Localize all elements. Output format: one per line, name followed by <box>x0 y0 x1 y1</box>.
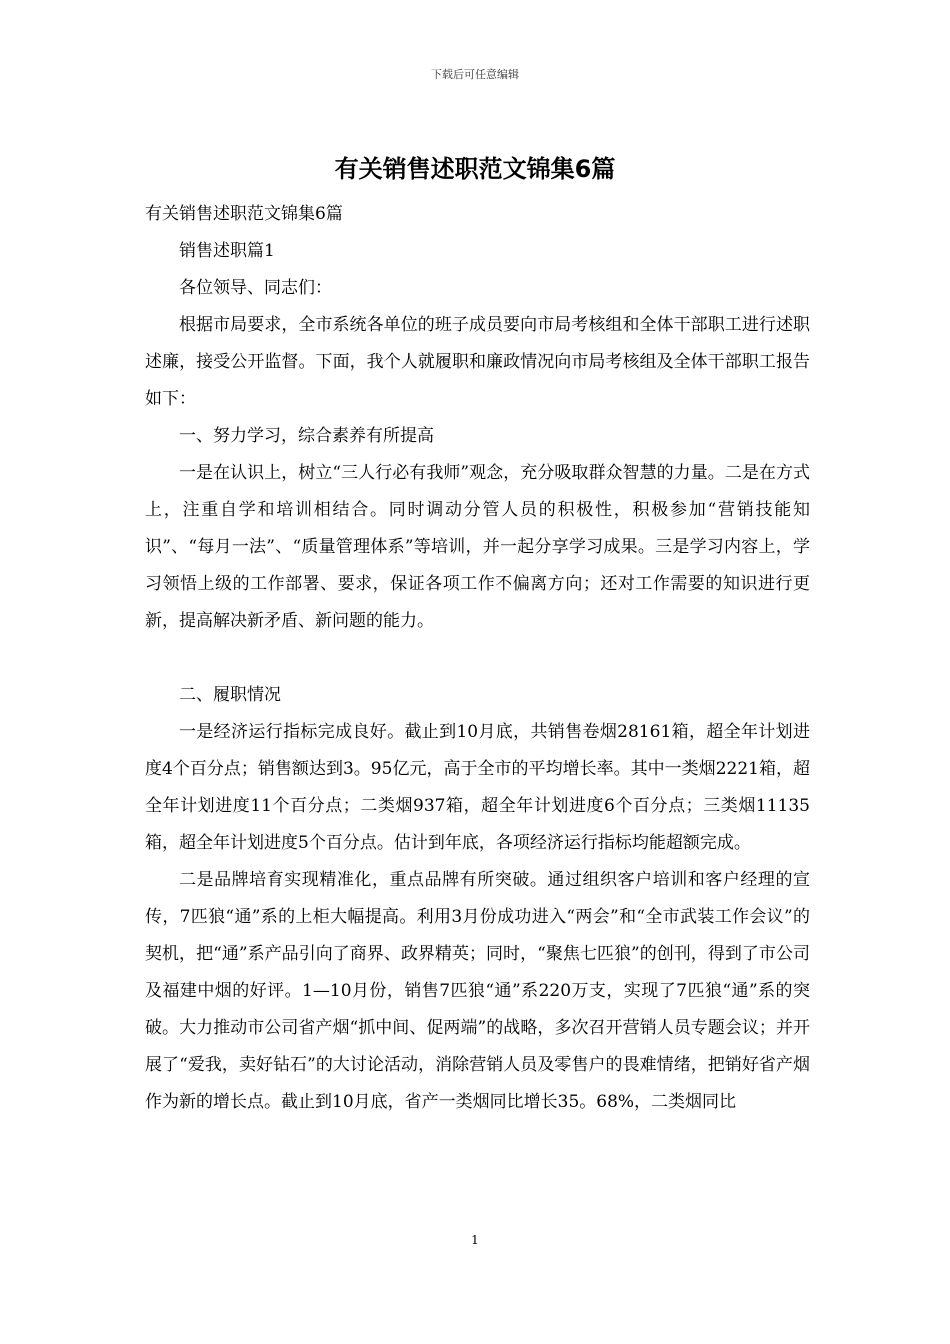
paragraph: 根据市局要求，全市系统各单位的班子成员要向市局考核组和全体干部职工进行述职述廉，接受公开监督。下面，我个人就履职和廉政情况向市局考核组及全体干部职工报告如下： <box>145 315 810 409</box>
header-note: 下载后可任意编辑 <box>431 68 519 81</box>
section-heading: 二、履职情况 <box>179 685 281 705</box>
section-heading: 销售述职篇1 <box>179 241 275 261</box>
document-title: 有关销售述职范文锦集6篇 <box>334 155 616 183</box>
paragraph: 一是经济运行指标完成良好。截止到10月底，共销售卷烟28161箱，超全年计划进度4个百分点；销售额达到3。95亿元，高于全市的平均增长率。其中一类烟2221箱，超全年计划进度11个百分点；二类烟937箱，超全年计划进度6个百分点；三类烟11135箱，超全年计划进度5个百分点。估计到年底，各项经济运行指标均能超额完成。 <box>145 722 810 853</box>
document-body <box>145 196 810 1121</box>
salutation: 各位领导、同志们： <box>179 278 332 298</box>
paragraph: 一是在认识上，树立“三人行必有我师”观念，充分吸取群众智慧的力量。二是在方式上，注重自学和培训相结合。同时调动分管人员的积极性，积极参加“营销技能知识”、“每月一法”、“质量管理体系”等培训，并一起分享学习成果。三是学习内容上，学习领悟上级的工作部署、要求，保证各项工作不偏离方向；还对工作需要的知识进行更新，提高解决新矛盾、新问题的能力。 <box>145 463 810 631</box>
subtitle-line: 有关销售述职范文锦集6篇 <box>145 204 343 224</box>
paragraph: 二是品牌培育实现精准化，重点品牌有所突破。通过组织客户培训和客户经理的宣传，7匹狼“通”系的上柜大幅提高。利用3月份成功进入“两会”和“全市武装工作会议”的契机，把“通”系产品引向了商界、政界精英；同时，“聚焦七匹狼”的创刊，得到了市公司及福建中烟的好评。1—10月份，销售7匹狼“通”系220万支，实现了7匹狼“通”系的突破。大力推动市公司省产烟“抓中间、促两端”的战略，多次召开营销人员专题会议；并开展了“爱我，卖好钻石”的大讨论活动，消除营销人员及零售户的畏难情绪，把销好省产烟作为新的增长点。截止到10月底，省产一类烟同比增长35。68%，二类烟同比 <box>145 870 810 1112</box>
section-heading: 一、努力学习，综合素养有所提高 <box>179 426 434 446</box>
page-number: 1 <box>471 1233 479 1247</box>
